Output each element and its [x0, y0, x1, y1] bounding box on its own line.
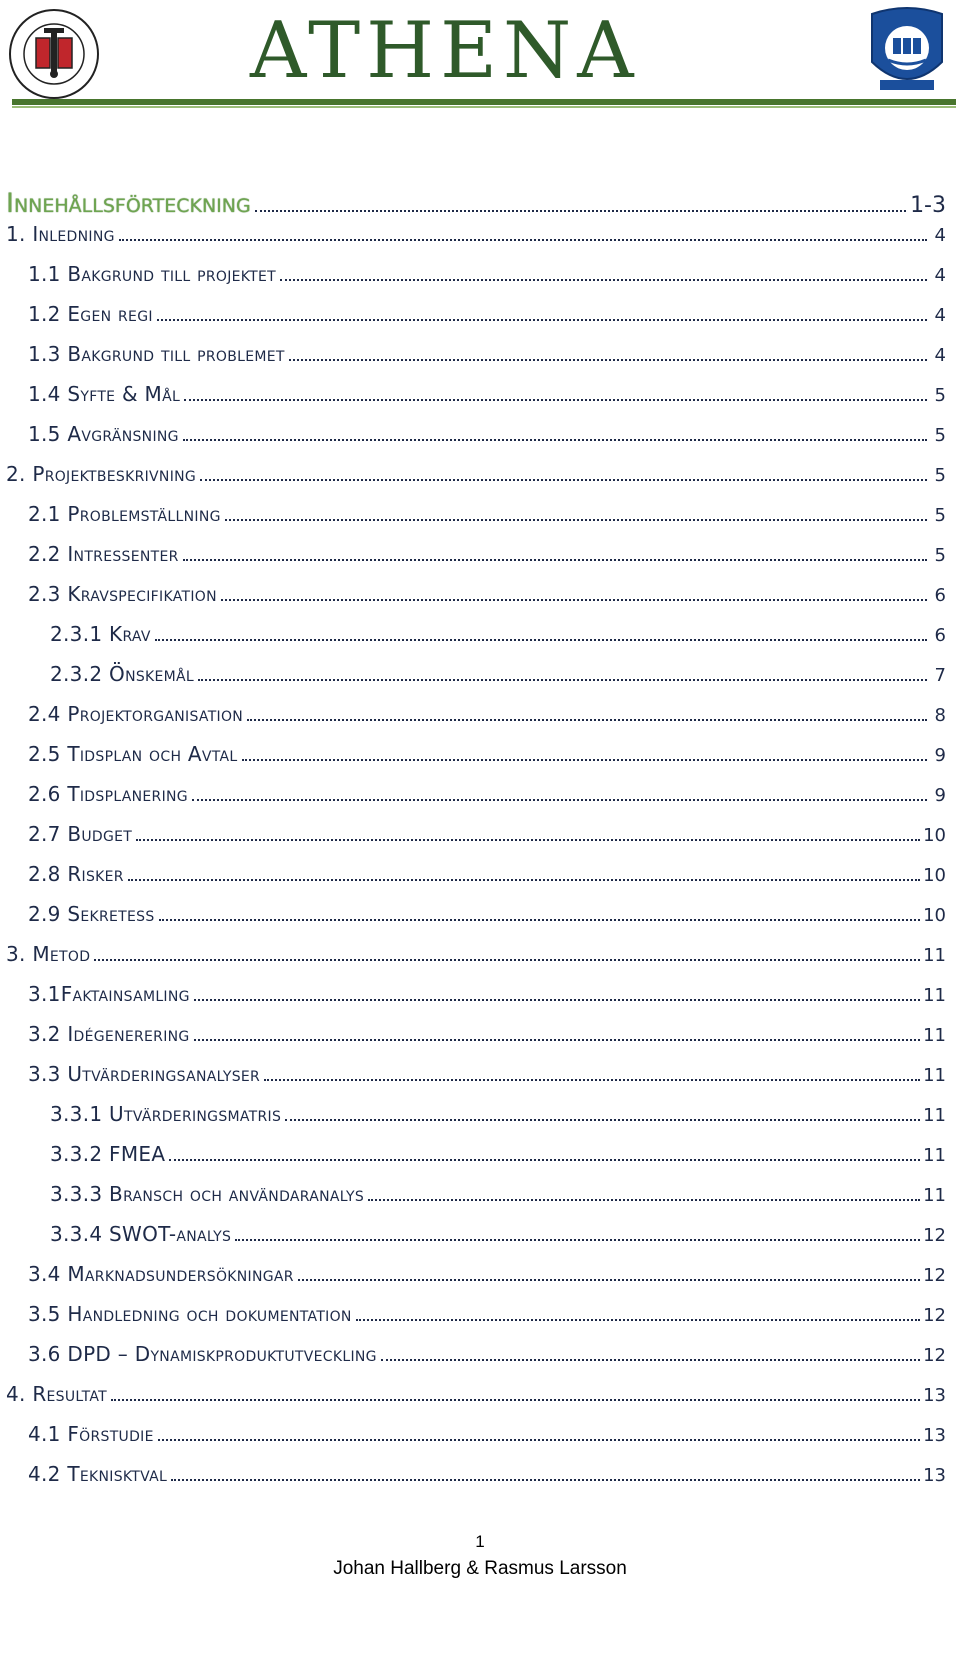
leader-dots	[289, 359, 927, 361]
toc-entry-label: 2.1 Problemställning	[28, 502, 221, 526]
toc-entry-page: 13	[923, 1465, 946, 1486]
toc-entry-page: 11	[923, 1145, 946, 1166]
leader-dots	[225, 519, 927, 521]
toc-entry[interactable]	[50, 1222, 946, 1262]
page-header	[0, 0, 960, 118]
toc-entry-label: 2.5 Tidsplan och Avtal	[28, 742, 238, 766]
toc-entry[interactable]	[6, 942, 946, 982]
toc-entry[interactable]	[50, 662, 946, 702]
toc-entry[interactable]	[50, 1102, 946, 1142]
toc-entry-label: 2.2 Intressenter	[28, 542, 179, 566]
toc-entry-label: 1.5 Avgränsning	[28, 422, 179, 446]
leader-dots	[171, 1479, 920, 1481]
toc-title-page: 1-3	[910, 193, 946, 218]
toc-heading	[6, 188, 946, 222]
toc-entry[interactable]	[28, 1422, 946, 1462]
toc-entry-page: 12	[923, 1225, 946, 1246]
leader-dots	[194, 999, 920, 1001]
leader-dots	[264, 1079, 920, 1081]
leader-dots	[198, 679, 927, 681]
toc-entry-page: 11	[923, 945, 946, 966]
toc-entry[interactable]	[28, 382, 946, 422]
toc-entry-page: 8	[934, 705, 946, 726]
leader-dots	[94, 959, 920, 961]
leader-dots	[184, 399, 927, 401]
toc-entry[interactable]	[28, 822, 946, 862]
toc-entry-page: 6	[934, 585, 946, 606]
toc-entry-label: 2.3.2 Önskemål	[50, 662, 195, 686]
leader-dots	[136, 839, 920, 841]
toc-entry[interactable]	[28, 1062, 946, 1102]
toc-entry-page: 4	[934, 225, 946, 246]
toc-entry-label: 3.3 Utvärderingsanalyser	[28, 1062, 261, 1086]
toc-entry-label: 4.1 Förstudie	[28, 1422, 154, 1446]
toc-entry[interactable]	[28, 862, 946, 902]
toc-entry-label: 3.4 Marknadsundersökningar	[28, 1262, 294, 1286]
toc-entry-page: 9	[934, 745, 946, 766]
page-footer	[0, 1530, 960, 1584]
toc-entry-label: 3.6 DPD – Dynamiskproduktutveckling	[28, 1342, 377, 1366]
leader-dots	[255, 210, 906, 212]
toc-entry-label: 1. Inledning	[6, 222, 115, 246]
toc-entry[interactable]	[50, 1142, 946, 1182]
leader-dots	[169, 1159, 920, 1161]
leader-dots	[247, 719, 927, 721]
toc-entry[interactable]	[28, 1462, 946, 1502]
toc-entry-page: 12	[923, 1345, 946, 1366]
leader-dots	[356, 1319, 920, 1321]
leader-dots	[200, 479, 927, 481]
toc-entry-page: 5	[934, 505, 946, 526]
leader-dots	[183, 559, 927, 561]
hogskolan-halmstad-logo	[866, 6, 948, 100]
toc-entry-page: 10	[923, 865, 946, 886]
toc-entry[interactable]	[50, 622, 946, 662]
header-rule	[12, 99, 956, 105]
authors: Johan Hallberg & Rasmus Larsson	[333, 1558, 627, 1579]
leader-dots	[381, 1359, 920, 1361]
toc-entry-page: 4	[934, 345, 946, 366]
leader-dots	[128, 879, 920, 881]
toc-entry[interactable]	[28, 302, 946, 342]
toc-entry-page: 5	[934, 425, 946, 446]
toc-title: Innehållsförteckning	[6, 188, 251, 219]
toc-entry-label: 2.4 Projektorganisation	[28, 702, 244, 726]
utvecklingsingenjorerna-logo	[8, 8, 100, 100]
toc-entry-label: 2. Projektbeskrivning	[6, 462, 197, 486]
toc-entry-page: 5	[934, 385, 946, 406]
leader-dots	[221, 599, 927, 601]
toc-entry[interactable]	[28, 1022, 946, 1062]
toc-entry-page: 11	[923, 1065, 946, 1086]
toc-entry-label: 1.1 Bakgrund till projektet	[28, 262, 277, 286]
toc-entry-page: 11	[923, 985, 946, 1006]
toc-entry[interactable]	[28, 742, 946, 782]
toc-entry-label: 3.3.2 FMEA	[50, 1142, 166, 1166]
toc-entry[interactable]	[6, 462, 946, 502]
toc-entry[interactable]	[28, 782, 946, 822]
leader-dots	[285, 1119, 920, 1121]
toc-entry-page: 11	[923, 1105, 946, 1126]
leader-dots	[368, 1199, 920, 1201]
leader-dots	[242, 759, 927, 761]
toc-entry-page: 4	[934, 265, 946, 286]
toc-entry-page: 12	[923, 1265, 946, 1286]
leader-dots	[119, 239, 927, 241]
toc-entry[interactable]	[28, 502, 946, 542]
toc-entry[interactable]	[6, 1382, 946, 1422]
toc-entry-page: 13	[923, 1425, 946, 1446]
page-number: 1	[475, 1532, 485, 1551]
toc-entry-page: 4	[934, 305, 946, 326]
toc-entry[interactable]	[28, 1262, 946, 1302]
toc-entry[interactable]	[28, 582, 946, 622]
toc-entry-label: 4.2 Teknisktval	[28, 1462, 168, 1486]
toc-entry[interactable]	[28, 542, 946, 582]
toc-entry-label: 2.3 Kravspecifikation	[28, 582, 217, 606]
athena-wordmark: ATHENA	[250, 6, 640, 96]
leader-dots	[235, 1239, 920, 1241]
leader-dots	[157, 319, 927, 321]
toc-entry[interactable]	[28, 902, 946, 942]
toc-entry-label: 3.2 Idégenerering	[28, 1022, 190, 1046]
toc-entry-page: 7	[934, 665, 946, 686]
toc-entry-label: 3.1Faktainsamling	[28, 982, 190, 1006]
toc-entry-label: 1.3 Bakgrund till problemet	[28, 342, 285, 366]
toc-entry[interactable]	[28, 422, 946, 462]
toc-entry-label: 1.2 Egen regi	[28, 302, 153, 326]
toc-entry-label: 2.3.1 Krav	[50, 622, 151, 646]
toc-entry-page: 12	[923, 1305, 946, 1326]
toc-entry-label: 1.4 Syfte & Mål	[28, 382, 181, 406]
toc-entry-page: 6	[934, 625, 946, 646]
toc-entry[interactable]	[28, 982, 946, 1022]
leader-dots	[298, 1279, 920, 1281]
toc-entry[interactable]	[28, 342, 946, 382]
leader-dots	[159, 919, 921, 921]
toc-entry-label: 3.3.1 Utvärderingsmatris	[50, 1102, 282, 1126]
toc-entry[interactable]	[50, 1182, 946, 1222]
toc-entry[interactable]	[28, 1342, 946, 1382]
toc-entry[interactable]	[6, 222, 946, 262]
toc-entry-page: 11	[923, 1185, 946, 1206]
leader-dots	[155, 639, 927, 641]
leader-dots	[158, 1439, 920, 1441]
toc-entry-label: 3.3.3 Bransch och användaranalys	[50, 1182, 365, 1206]
leader-dots	[194, 1039, 921, 1041]
toc-entry-page: 10	[923, 825, 946, 846]
toc-entry[interactable]	[28, 262, 946, 302]
toc-entry[interactable]	[28, 702, 946, 742]
toc-entry-label: 2.7 Budget	[28, 822, 133, 846]
toc-entry-page: 5	[934, 465, 946, 486]
toc-entry-label: 4. Resultat	[6, 1382, 107, 1406]
toc-entry-label: 2.9 Sekretess	[28, 902, 155, 926]
toc-entry-label: 3.5 Handledning och dokumentation	[28, 1302, 352, 1326]
toc-entry-label: 2.6 Tidsplanering	[28, 782, 188, 806]
leader-dots	[280, 279, 927, 281]
leader-dots	[111, 1399, 920, 1401]
header-rule-light	[12, 106, 956, 108]
toc-entry-page: 13	[923, 1385, 946, 1406]
toc-entry-page: 5	[934, 545, 946, 566]
toc-entry[interactable]	[28, 1302, 946, 1342]
leader-dots	[183, 439, 927, 441]
toc-entry-label: 3. Metod	[6, 942, 91, 966]
toc-entry-label: 3.3.4 SWOT-analys	[50, 1222, 232, 1246]
toc-entry-label: 2.8 Risker	[28, 862, 124, 886]
toc-entry-page: 10	[923, 905, 946, 926]
leader-dots	[192, 799, 927, 801]
toc-entry-page: 11	[923, 1025, 946, 1046]
toc-entry-page: 9	[934, 785, 946, 806]
